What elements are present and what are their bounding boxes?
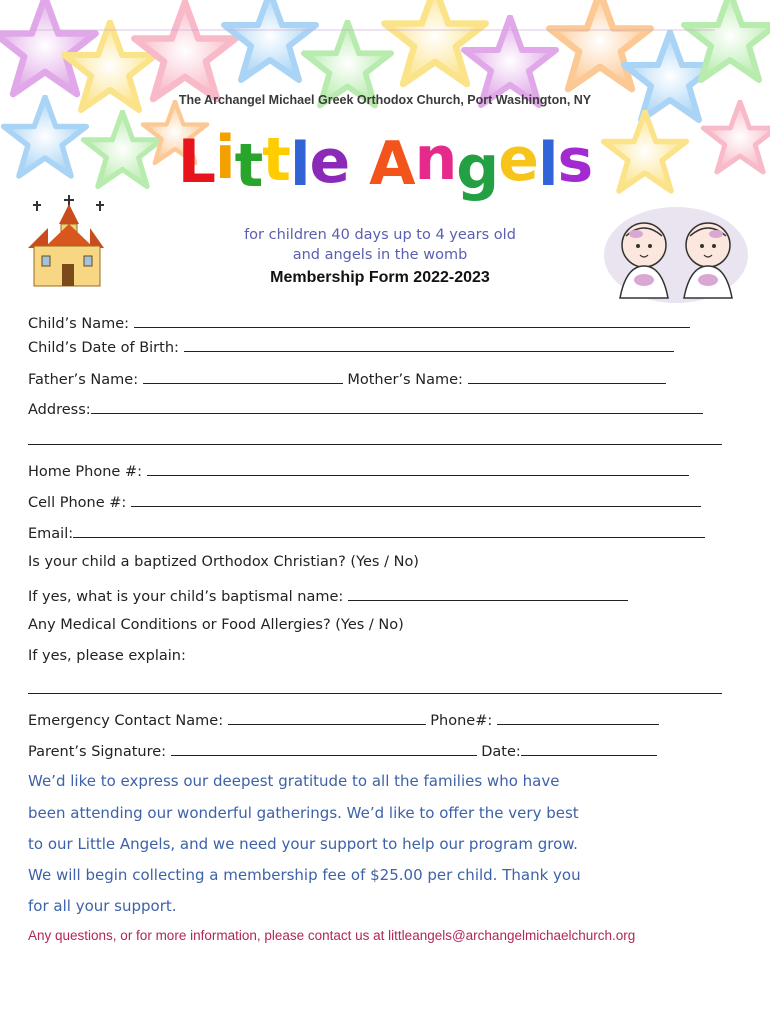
baptized-question: Is your child a baptized Orthodox Christian? (Yes / No) [28, 554, 419, 570]
emergency-label: Emergency Contact Name: [28, 713, 224, 729]
message-line-2: been attending our wonderful gatherings. We’d like to offer the very best [28, 804, 579, 822]
signature-row [28, 741, 657, 760]
explain-field[interactable] [28, 679, 722, 694]
address-field[interactable] [91, 399, 703, 414]
baptismal-name-row [28, 586, 628, 605]
phone-label: Phone#: [430, 713, 493, 729]
title-letter: n [414, 124, 457, 194]
form-title: Membership Form 2022-2023 [270, 269, 490, 286]
title-letter: s [557, 126, 593, 196]
home-phone-row [28, 461, 689, 480]
address-row [28, 399, 703, 418]
child-name-label: Child’s Name: [28, 316, 130, 332]
title-letter: t [262, 125, 290, 195]
mother-field[interactable] [468, 369, 666, 384]
cell-phone-row [28, 492, 701, 511]
signature-field[interactable] [171, 741, 477, 756]
child-name-field[interactable] [134, 313, 690, 328]
title-letter: A [369, 129, 415, 199]
explain-label: If yes, please explain: [28, 648, 186, 664]
title-letter: t [234, 131, 263, 201]
page-title [150, 123, 620, 203]
subtitle-line-2: and angels in the womb [292, 247, 468, 263]
title-letter: e [309, 127, 350, 197]
message-line-3: to our Little Angels, and we need your support to help our program grow. [28, 835, 578, 853]
father-label: Father’s Name: [28, 372, 139, 388]
cell-phone-label: Cell Phone #: [28, 495, 127, 511]
title-letter: g [456, 133, 499, 203]
explain-row [28, 679, 722, 698]
home-phone-field[interactable] [147, 461, 689, 476]
church-name: The Archangel Michael Greek Orthodox Church, Port Washington, NY [178, 93, 592, 107]
title-letter: i [215, 123, 235, 193]
signature-label: Parent’s Signature: [28, 744, 167, 760]
emergency-row [28, 710, 659, 729]
child-dob-field[interactable] [184, 337, 674, 352]
title-letter [349, 132, 369, 192]
cell-phone-field[interactable] [131, 492, 701, 507]
subtitle-line-1: for children 40 days up to 4 years old [244, 227, 516, 243]
contact-info: Any questions, or for more information, please contact us at littleangels@archangelmichaelchurch.org [28, 928, 636, 943]
address-label: Address: [28, 402, 91, 418]
title-letter: l [289, 130, 310, 200]
email-row [28, 523, 705, 542]
title-letter: L [177, 127, 215, 197]
phone-field[interactable] [497, 710, 659, 725]
child-dob-row [28, 337, 674, 356]
email-label: Email: [28, 526, 74, 542]
date-field[interactable] [521, 741, 657, 756]
emergency-field[interactable] [228, 710, 426, 725]
father-field[interactable] [143, 369, 343, 384]
parents-row [28, 369, 666, 388]
medical-question: Any Medical Conditions or Food Allergies? (Yes / No) [28, 617, 404, 633]
title-letter: e [498, 125, 538, 195]
mother-label: Mother’s Name: [347, 372, 463, 388]
address-field-2[interactable] [28, 430, 722, 445]
home-phone-label: Home Phone #: [28, 464, 142, 480]
child-dob-label: Child’s Date of Birth: [28, 340, 179, 356]
message-line-1: We’d like to express our deepest gratitude to all the families who have [28, 772, 560, 790]
message-line-4: We will begin collecting a membership fee of $25.00 per child. Thank you [28, 866, 581, 884]
baptismal-name-field[interactable] [348, 586, 628, 601]
title-letter: l [537, 130, 558, 200]
date-label: Date: [481, 744, 521, 760]
child-name-row [28, 313, 690, 332]
address-row-2 [28, 430, 722, 449]
email-field[interactable] [73, 523, 705, 538]
message-line-5: for all your support. [28, 897, 177, 915]
baptismal-name-label: If yes, what is your child’s baptismal name: [28, 589, 344, 605]
